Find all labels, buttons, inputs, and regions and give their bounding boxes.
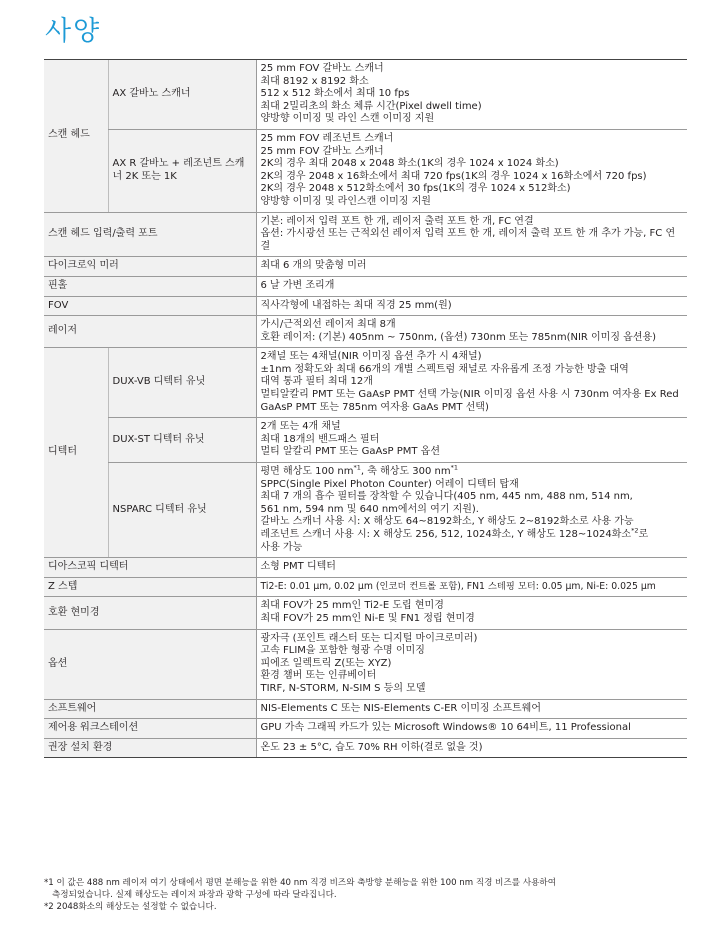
spec-row-microscope: [44, 597, 687, 629]
spec-value-ax: [256, 60, 687, 130]
row-label-pinhole: 핀홀: [44, 276, 256, 296]
value-line: 가시/근적외선 레이저 최대 8개: [260, 319, 396, 331]
value-line: 직사각형에 내접하는 최대 직경 25 mm(원): [260, 299, 452, 311]
axial-resolution: , 축 해상도 300 nm: [360, 466, 451, 478]
value-line: ±1nm 정확도와 최대 66개의 개별 스펙트럼 채널로 자유롭게 조정 가능한 방출 대역: [260, 363, 629, 375]
value-line: 온도 23 ± 5°C, 습도 70% RH 이하(결로 없을 것): [260, 741, 483, 753]
spec-value-options: [256, 629, 687, 699]
resonant-tail: 로: [638, 529, 649, 540]
value-line: 소형 PMT 디텍터: [260, 561, 336, 573]
value-line: 멀티 알칼리 PMT 또는 GaAsP PMT 옵션: [260, 446, 441, 458]
spec-table: [44, 59, 687, 758]
footnote-marker: *1: [353, 463, 361, 472]
value-line: 최대 2밀리초의 화소 체류 시간(Pixel dwell time): [260, 100, 482, 112]
spec-value-axr: [256, 129, 687, 212]
row-label-zstep: Z 스텝: [44, 577, 256, 597]
spec-row-fov: [44, 296, 687, 316]
value-line: 2K의 경우 2048 x 16화소에서 최대 720 fps(1K의 경우 1024 x 16화소에서 720 fps): [260, 170, 647, 182]
lateral-resolution: 평면 해상도 100 nm: [260, 466, 354, 478]
value-line: 양방향 이미징 및 라인 스캔 이미징 지원: [260, 113, 435, 125]
row-label-environment: 권장 설치 환경: [44, 738, 256, 758]
spec-row-detector-dux-st: [44, 418, 687, 463]
spec-value-dux-st: [256, 418, 687, 463]
spec-row-zstep: [44, 577, 687, 597]
spec-row-options: [44, 629, 687, 699]
value-line: 561 nm, 594 nm 및 640 nm에서의 여기 지원).: [260, 503, 479, 515]
value-line: 최대 FOV가 25 mm인 Ni-E 및 FN1 정립 현미경: [260, 612, 475, 624]
value-line: 최대 8192 x 8192 화소: [260, 75, 369, 87]
row-label-ports: 스캔 헤드 입력/출력 포트: [44, 212, 256, 257]
spec-value-dux-vb: [256, 348, 687, 418]
spec-row-dichroic: [44, 257, 687, 277]
value-line: 25 mm FOV 갈바노 스캐너: [260, 145, 384, 157]
spec-row-detector-dux-vb: [44, 348, 687, 418]
row-label-descanned: 디아스코픽 디텍터: [44, 558, 256, 578]
value-line: 피에조 일렉트릭 Z(또는 XYZ): [260, 657, 392, 669]
value-line: GPU 가속 그래픽 카드가 있는 Microsoft Windows® 10 64비트, 11 Professional: [260, 722, 631, 734]
value-line: 옵션: 가시광선 또는 근적외선 레이저 입력 포트 한 개, 레이저 출력 포트 한 개 추가 가능, FC 연결: [260, 228, 676, 252]
sub-label-ax: AX 갈바노 스캐너: [108, 60, 256, 130]
value-line: 2K의 경우 2048 x 512화소에서 30 fps(1K의 경우 1024 x 512화소): [260, 183, 571, 195]
spec-value-pinhole: [256, 276, 687, 296]
spec-row-pinhole: [44, 276, 687, 296]
row-label-scan-head: 스캔 헤드: [44, 60, 108, 213]
value-line: 512 x 512 화소에서 최대 10 fps: [260, 88, 410, 100]
spec-value-dichroic: [256, 257, 687, 277]
sub-label-dux-st: DUX-ST 디텍터 유닛: [108, 418, 256, 463]
value-line: 25 mm FOV 갈바노 스캐너: [260, 63, 384, 74]
value-line: NIS-Elements C 또는 NIS-Elements C-ER 이미징 소프트웨어: [260, 702, 542, 714]
resonant-text: 레조넌트 스캐너 사용 시: X 해상도 256, 512, 1024화소, Y 해상도 128~1024화소: [260, 529, 632, 540]
row-label-detector: 디텍터: [44, 348, 108, 558]
row-label-microscope: 호환 현미경: [44, 597, 256, 629]
value-line: 멀티알칼리 PMT 또는 GaAsP PMT 선택 가능(NIR 이미징 옵션 사용 시 730nm 여자용 Ex Red GaAsP PMT 또는 785nm 여자용 GaAs PMT 선택): [260, 389, 679, 413]
row-label-fov: FOV: [44, 296, 256, 316]
spec-value-workstation: [256, 719, 687, 739]
value-line-resolution: [260, 463, 685, 479]
value-line: 25 mm FOV 레조넌트 스캐너: [260, 132, 394, 144]
footnote-marker: *2: [631, 526, 639, 535]
row-label-laser: 레이저: [44, 316, 256, 348]
row-label-dichroic: 다이크로익 미러: [44, 257, 256, 277]
spec-row-software: [44, 699, 687, 719]
footnote-2: *2 2048화소의 해상도는 설정할 수 없습니다.: [44, 902, 217, 912]
spec-row-detector-nsparc: [44, 463, 687, 558]
value-line: 2채널 또는 4채널(NIR 이미징 옵션 추가 시 4채널): [260, 351, 482, 363]
footnote-1-continued: 측정되었습니다. 실제 해상도는 레이저 파장과 광학 구성에 따라 달라집니다.: [52, 890, 337, 900]
footnote-marker: *1: [450, 463, 458, 472]
value-line: 호환 레이저: (기본) 405nm ~ 750nm, (옵션) 730nm 또는 785nm(NIR 이미징 옵션용): [260, 331, 657, 343]
value-line: 양방향 이미징 및 라인스캔 이미징 지원: [260, 195, 431, 207]
value-line: 기본: 레이저 입력 포트 한 개, 레이저 출력 포트 한 개, FC 연결: [260, 215, 534, 227]
sub-label-nsparc: NSPARC 디텍터 유닛: [108, 463, 256, 558]
value-line: 환경 챔버 또는 인큐베이터: [260, 670, 377, 682]
page-title: 사양: [45, 16, 102, 47]
sub-label-dux-vb: DUX-VB 디텍터 유닛: [108, 348, 256, 418]
value-line: 고속 FLIM을 포함한 형광 수명 이미징: [260, 645, 425, 657]
value-line: 최대 FOV가 25 mm인 Ti2-E 도립 현미경: [260, 600, 444, 612]
value-line: SPPC(Single Pixel Photon Counter) 어레이 디텍터 탑재: [260, 478, 519, 490]
value-line: 2개 또는 4개 채널: [260, 421, 341, 433]
spec-row-scan-head-ax: [44, 60, 687, 130]
spec-row-laser: [44, 316, 687, 348]
value-line: 최대 7 개의 흡수 필터를 장착할 수 있습니다(405 nm, 445 nm, 488 nm, 514 nm,: [260, 491, 633, 503]
spec-value-microscope: [256, 597, 687, 629]
value-line: 6 날 가변 조리개: [260, 279, 335, 291]
value-line: 2K의 경우 최대 2048 x 2048 화소(1K의 경우 1024 x 1024 화소): [260, 158, 559, 170]
spec-value-software: [256, 699, 687, 719]
value-line: 사용 가능: [260, 541, 303, 553]
value-line: 대역 통과 필터 최대 12개: [260, 376, 373, 388]
value-line: 광자극 (포인트 래스터 또는 디지털 마이크로미러): [260, 632, 478, 644]
sub-label-axr: AX R 갈바노 + 레조넌트 스캐너 2K 또는 1K: [108, 129, 256, 212]
spec-value-descanned: [256, 558, 687, 578]
spec-value-fov: [256, 296, 687, 316]
spec-row-workstation: [44, 719, 687, 739]
spec-row-environment: [44, 738, 687, 758]
row-label-workstation: 제어용 워크스테이션: [44, 719, 256, 739]
footnote-1: *1 이 값은 488 nm 레이저 여기 상태에서 평면 분해능을 위한 40 nm 직경 비즈와 축방향 분해능을 위한 100 nm 직경 비즈를 사용하여: [44, 878, 557, 888]
value-line-resonant: [260, 526, 685, 542]
footnotes: [44, 877, 694, 913]
value-line: TIRF, N-STORM, N-SIM S 등의 모델: [260, 682, 426, 694]
value-line: Ti2-E: 0.01 µm, 0.02 µm (인코더 컨트롤 포함), FN1 스테핑 모터: 0.05 µm, Ni-E: 0.025 µm: [260, 580, 656, 592]
row-label-options: 옵션: [44, 629, 256, 699]
spec-value-nsparc: [256, 463, 687, 558]
row-label-software: 소프트웨어: [44, 699, 256, 719]
spec-value-environment: [256, 738, 687, 758]
value-line: 갈바노 스캐너 사용 시: X 해상도 64~8192화소, Y 해상도 2~8192화소로 사용 가능: [260, 516, 634, 528]
spec-row-scan-head-axr: [44, 129, 687, 212]
spec-value-laser: [256, 316, 687, 348]
spec-row-ports: [44, 212, 687, 257]
value-line: 최대 6 개의 맞춤형 미러: [260, 260, 367, 272]
spec-row-descanned: [44, 558, 687, 578]
spec-value-ports: [256, 212, 687, 257]
value-line: 최대 18개의 밴드패스 필터: [260, 433, 380, 445]
spec-value-zstep: [256, 577, 687, 597]
